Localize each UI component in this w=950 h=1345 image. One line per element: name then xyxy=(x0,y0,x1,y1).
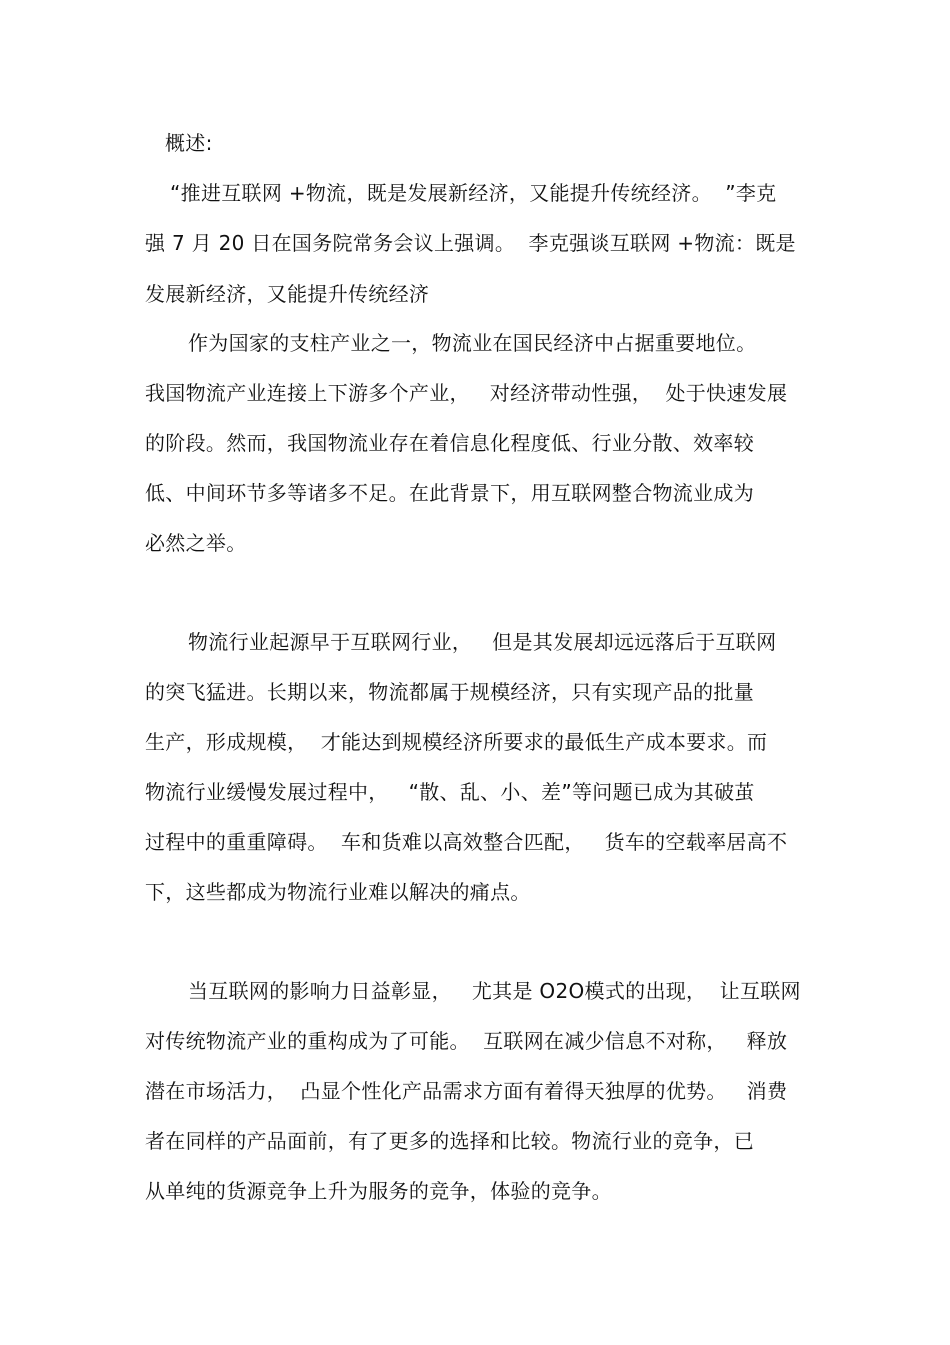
text-line-14: 下，这些都成为物流行业难以解决的痛点。 xyxy=(145,880,531,904)
text-line-19: 从单纯的货源竞争上升为服务的竞争，体验的竞争。 xyxy=(145,1179,612,1203)
text-line-11: 生产，形成规模， 才能达到规模经济所要求的最低生产成本要求。而 xyxy=(145,730,768,754)
text-line-7: 低、中间环节多等诸多不足。在此背景下，用互联网整合物流业成为 xyxy=(145,481,754,505)
section-heading: 概述: xyxy=(165,131,213,155)
text-line-4: 作为国家的支柱产业之一，物流业在国民经济中占据重要地位。 xyxy=(188,331,757,355)
text-line-2: 强 7 月 20 日在国务院常务会议上强调。 李克强谈互联网 +物流：既是 xyxy=(145,231,796,255)
text-line-15: 当互联网的影响力日益彰显， 尤其是 O2O模式的出现， 让互联网 xyxy=(188,979,801,1003)
text-line-8: 必然之举。 xyxy=(145,531,247,555)
text-line-10: 的突飞猛进。长期以来，物流都属于规模经济，只有实现产品的批量 xyxy=(145,680,754,704)
text-line-3: 发展新经济，又能提升传统经济 xyxy=(145,282,430,306)
text-line-5: 我国物流产业连接上下游多个产业， 对经济带动性强， 处于快速发展 xyxy=(145,381,788,405)
text-line-1: “推进互联网 +物流，既是发展新经济，又能提升传统经济。 ”李克 xyxy=(170,181,777,205)
text-line-6: 的阶段。然而，我国物流业存在着信息化程度低、行业分散、效率较 xyxy=(145,431,754,455)
text-line-13: 过程中的重重障碍。 车和货难以高效整合匹配， 货车的空载率居高不 xyxy=(145,830,788,854)
text-line-18: 者在同样的产品面前，有了更多的选择和比较。物流行业的竞争，已 xyxy=(145,1129,754,1153)
text-line-9: 物流行业起源早于互联网行业， 但是其发展却远远落后于互联网 xyxy=(188,630,777,654)
text-line-17: 潜在市场活力， 凸显个性化产品需求方面有着得天独厚的优势。 消费 xyxy=(145,1079,788,1103)
text-line-16: 对传统物流产业的重构成为了可能。 互联网在减少信息不对称， 释放 xyxy=(145,1029,788,1053)
text-line-12: 物流行业缓慢发展过程中， “散、乱、小、差”等问题已成为其破茧 xyxy=(145,780,755,804)
